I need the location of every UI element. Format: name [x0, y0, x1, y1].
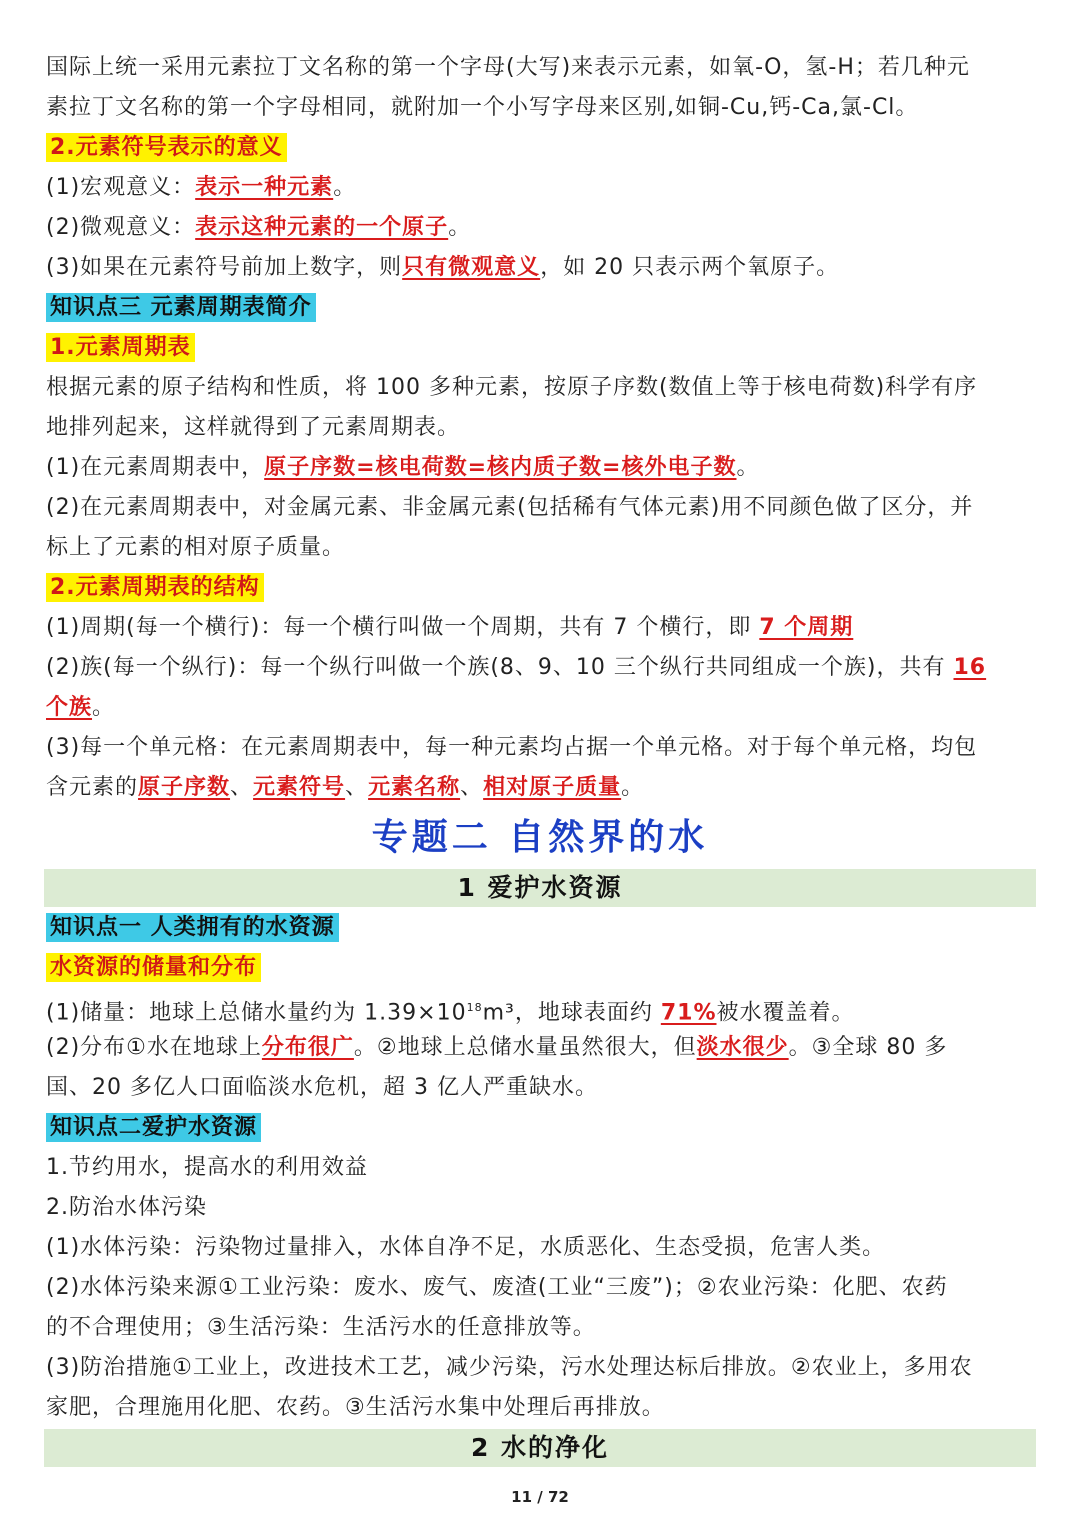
- list-item: (1)储量：地球上总储水量约为 $1.39\times 10^{18}m^3$，地球表面约 71%被水覆盖着。: [46, 1000, 855, 1026]
- page-number: 11 / 72: [511, 1488, 569, 1506]
- section-heading: 1.元素周期表: [46, 328, 1036, 368]
- list-item: 家肥，合理施用化肥、农药。③生活污水集中处理后再排放。: [46, 1395, 665, 1420]
- paragraph-line: 地排列起来，这样就得到了元素周期表。: [46, 415, 461, 440]
- list-item: (3)如果在元素符号前加上数字，则只有微观意义，如 20 只表示两个氧原子。: [46, 255, 840, 280]
- knowledge-point-heading: 知识点三 元素周期表简介: [46, 288, 1036, 328]
- paragraph-line: 根据元素的原子结构和性质，将 100 多种元素，按原子序数(数值上等于核电荷数)科学有序: [46, 375, 978, 400]
- list-item: 2.防治水体污染: [46, 1195, 207, 1220]
- list-item: (2)分布①水在地球上分布很广。②地球上总储水量虽然很大，但淡水很少。③全球 80 多: [46, 1035, 948, 1060]
- topic-title: 专题二 自然界的水: [371, 816, 709, 858]
- list-item: (1)水体污染：污染物过量排入，水体自净不足，水质恶化、生态受损，危害人类。: [46, 1235, 886, 1260]
- section-heading: 2.元素周期表的结构: [46, 568, 1036, 608]
- list-item: 标上了元素的相对原子质量。: [46, 535, 346, 560]
- list-item: 1.节约用水，提高水的利用效益: [46, 1155, 368, 1180]
- list-item: (2)水体污染来源①工业污染：废水、废气、废渣(工业“三废”)；②农业污染：化肥、农药: [46, 1275, 948, 1300]
- list-item: 含元素的原子序数、元素符号、元素名称、相对原子质量。: [46, 775, 645, 800]
- lesson-band: 2 水的净化: [44, 1429, 1036, 1467]
- list-item: (1)周期(每一个横行)：每一个横行叫做一个周期，共有 7 个横行，即 7 个周期: [46, 615, 854, 640]
- list-item: (1)在元素周期表中，原子序数=核电荷数=核内质子数=核外电子数。: [46, 455, 760, 480]
- list-item: (2)微观意义：表示这种元素的一个原子。: [46, 215, 472, 240]
- list-item: (1)宏观意义：表示一种元素。: [46, 175, 357, 200]
- paragraph-line: 素拉丁文名称的第一个字母相同，就附加一个小写字母来区别,如铜-Cu,钙-Ca,氯-Cl。: [46, 95, 919, 120]
- list-item: 国、20 多亿人口面临淡水危机，超 3 亿人严重缺水。: [46, 1075, 598, 1100]
- list-item: 个族。: [46, 695, 116, 720]
- list-item: 的不合理使用；③生活污染：生活污水的任意排放等。: [46, 1315, 596, 1340]
- list-item: (3)每一个单元格：在元素周期表中，每一种元素均占据一个单元格。对于每个单元格，均包: [46, 735, 978, 760]
- section-heading: 2.元素符号表示的意义: [46, 128, 1036, 168]
- paragraph-line: 国际上统一采用元素拉丁文名称的第一个字母(大写)来表示元素，如氧-O，氢-H；若几种元: [46, 55, 970, 80]
- lesson-band: 1 爱护水资源: [44, 869, 1036, 907]
- section-heading: 水资源的储量和分布: [46, 948, 1036, 988]
- knowledge-point-heading: 知识点一 人类拥有的水资源: [46, 908, 1036, 948]
- list-item: (3)防治措施①工业上，改进技术工艺，减少污染，污水处理达标后排放。②农业上，多用农: [46, 1355, 973, 1380]
- knowledge-point-heading: 知识点二爱护水资源: [46, 1108, 1036, 1148]
- list-item: (2)在元素周期表中，对金属元素、非金属元素(包括稀有气体元素)用不同颜色做了区分，并: [46, 495, 974, 520]
- list-item: (2)族(每一个纵行)：每一个纵行叫做一个族(8、9、10 三个纵行共同组成一个族)，共有 16: [46, 655, 987, 680]
